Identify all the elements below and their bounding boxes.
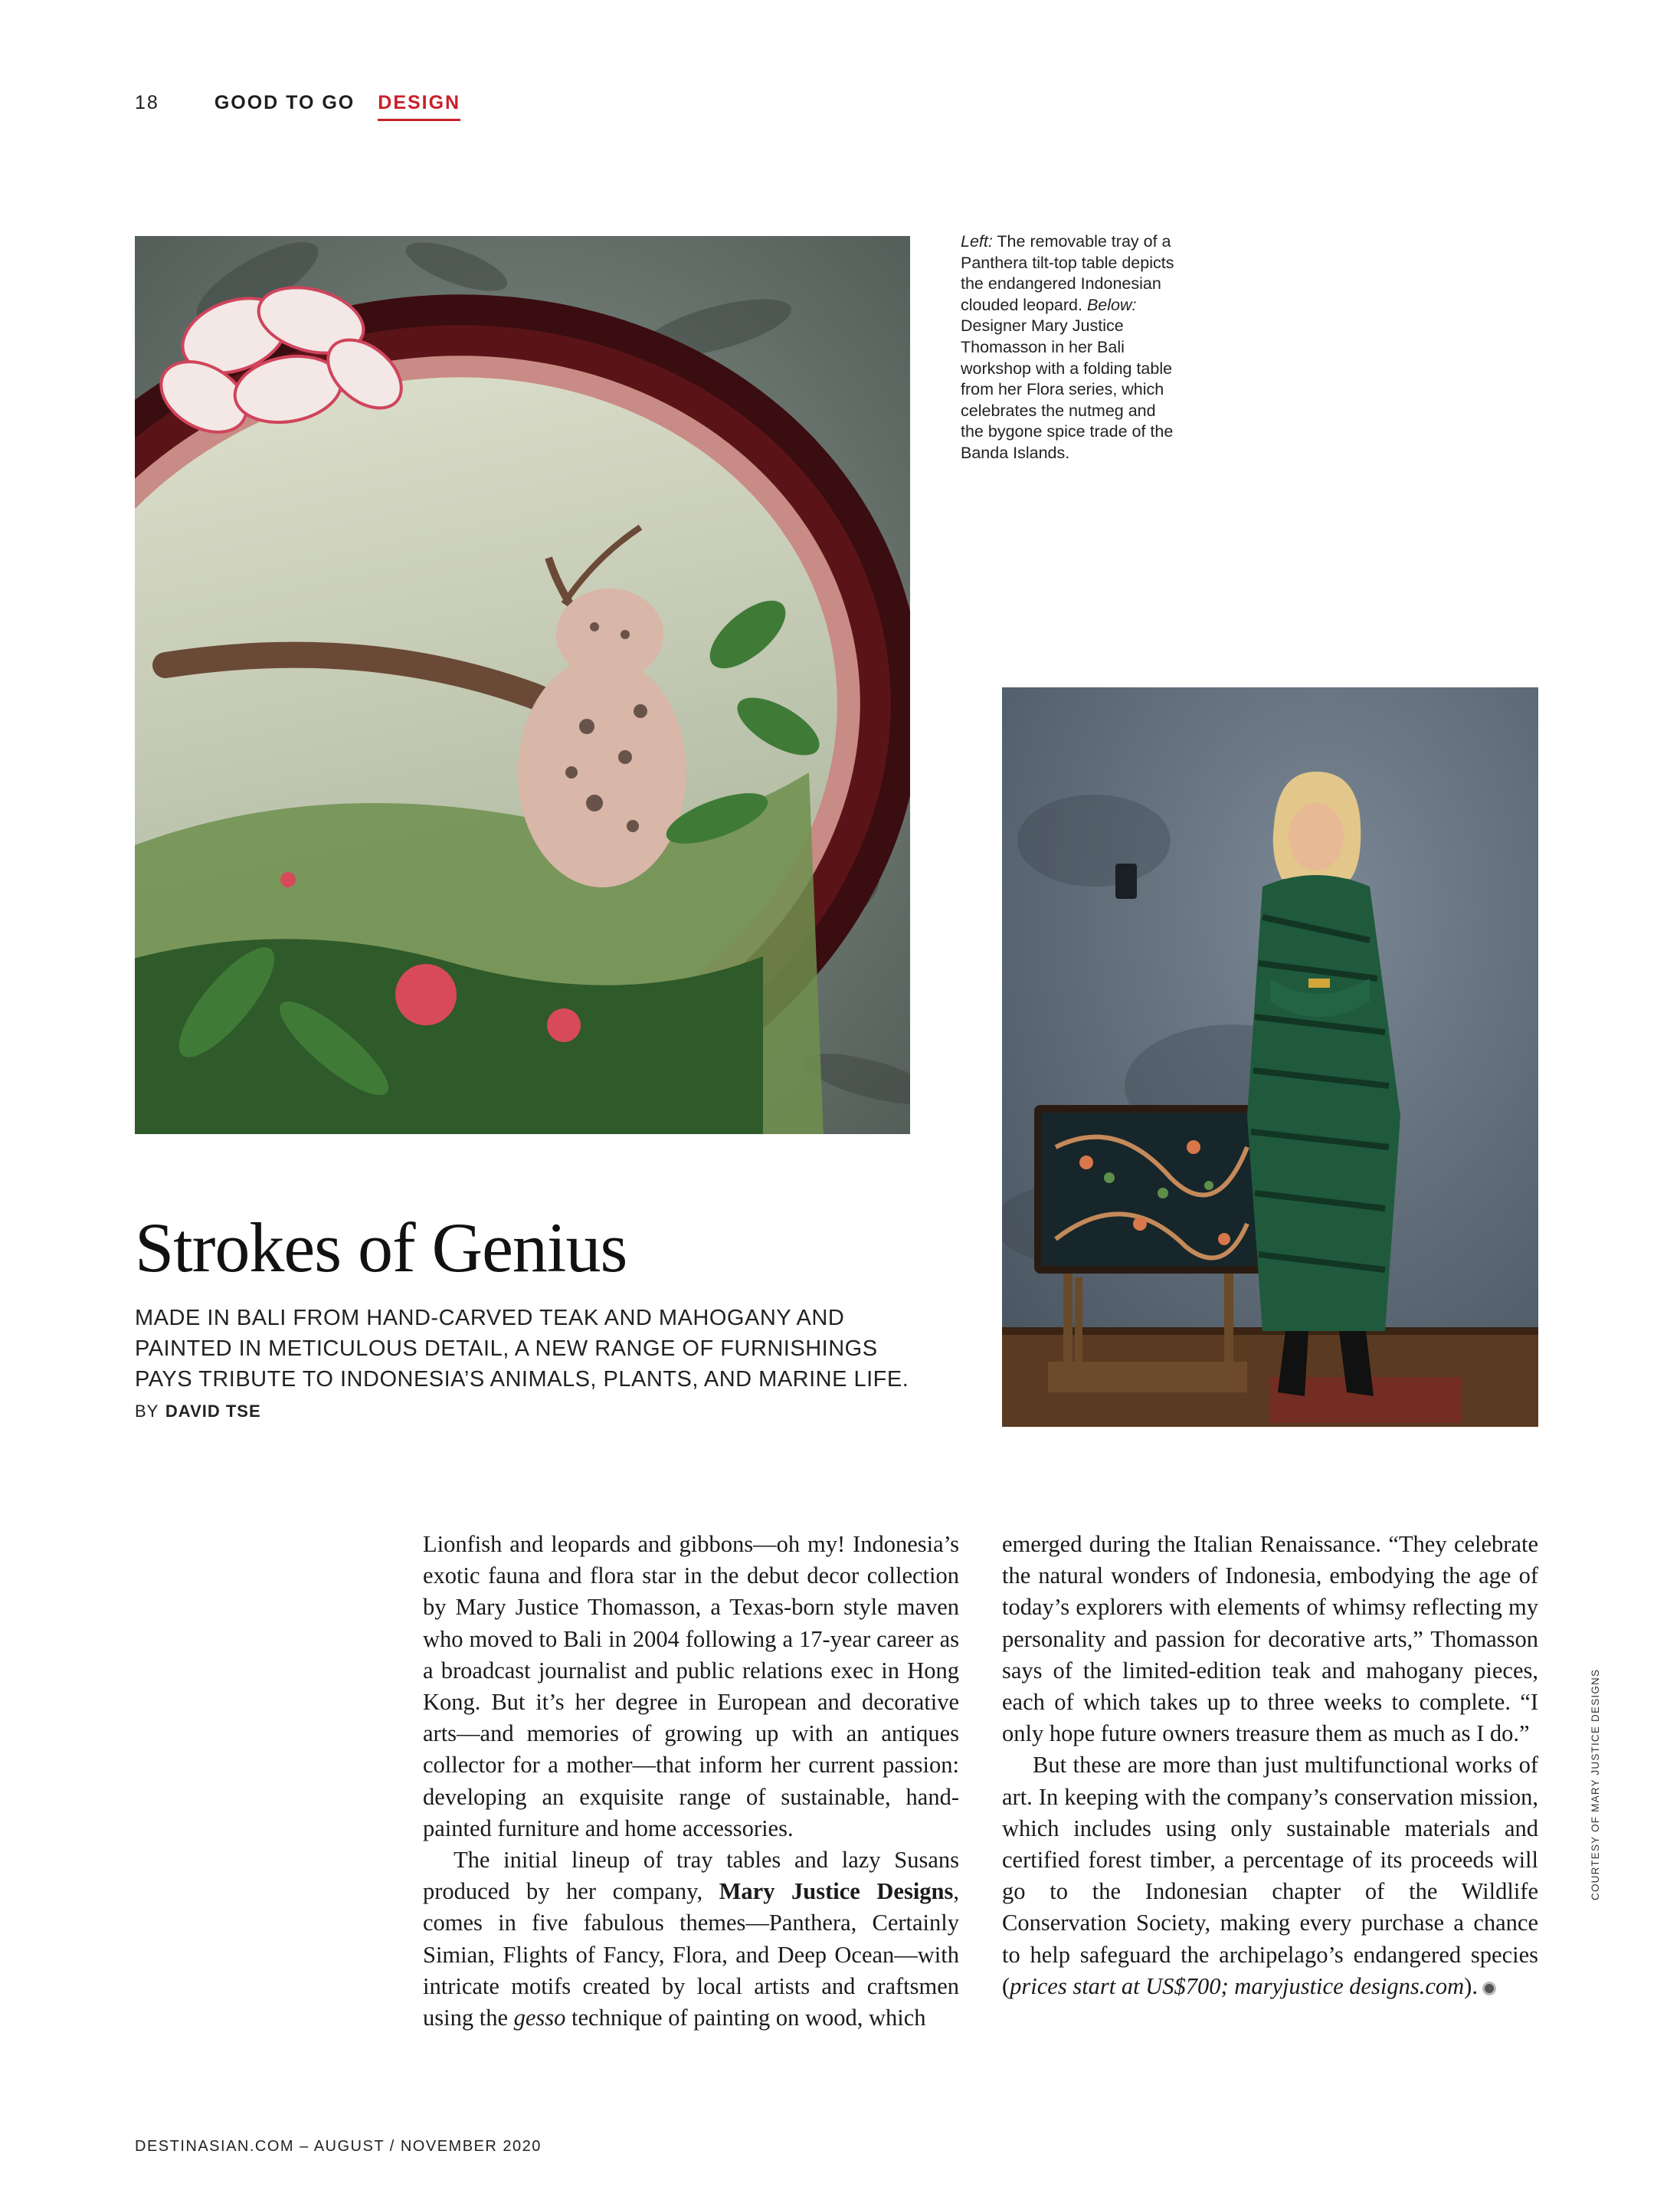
price-info: prices start at US$700; maryjustice designs.com [1010, 1972, 1465, 1999]
body-column-left [423, 1529, 959, 2034]
section-label: GOOD TO GO [214, 92, 355, 113]
byline-label: BY [135, 1402, 159, 1421]
p3-text-b: ). [1464, 1972, 1478, 1999]
body-column-right [1002, 1529, 1538, 2002]
photo-credit-text: COURTESY OF MARY JUSTICE DESIGNS [1590, 1668, 1601, 1900]
page-header [135, 92, 460, 123]
caption-left-text: The removable tray of a Panthera tilt-top table depicts the endangered Indonesian clouded leopard. [961, 232, 1174, 314]
tray-photo [135, 236, 910, 1134]
tray-illustration [135, 236, 910, 1134]
caption-left-label: Left: [961, 232, 993, 251]
photo-caption [961, 231, 1183, 464]
page-footer: DESTINASIAN.COM – AUGUST / NOVEMBER 2020 [135, 2138, 542, 2155]
p2-text-b: , comes in five fabulous themes—Panthera, Certainly Simian, Flights of Fancy, Flora, and Deep Ocean—with intricate motifs created by local artists and craftsmen using the [423, 1878, 959, 2031]
body-paragraph-2 [423, 1844, 959, 2034]
caption-below-label: Below: [1086, 295, 1137, 314]
body-paragraph-2-cont: emerged during the Italian Renaissance. “They celebrate the natural wonders of Indonesia, embodying the age of today’s explorers with elements of whimsy reflecting my personality and passion for decorative arts,” Thomasson says of the limited-edition teak and mahogany pieces, each of which takes up to three weeks to complete. “I only hope future owners treasure them as much as I do.” [1002, 1531, 1538, 1747]
body-paragraph-1: Lionfish and leopards and gibbons—oh my! Indonesia’s exotic fauna and flora star in the debut decor collection by Mary Justice Thomasson, a Texas-born style maven who moved to Bali in 2004 following a 17-year career as a broadcast journalist and public relations exec in Hong Kong. But it’s her degree in European and decorative arts—and memories of growing up with an antiques collector for a mother—that inform her current passion: developing an exquisite range of sustainable, hand-painted furniture and home accessories. [423, 1531, 959, 1841]
article-title: Strokes of Genius [135, 1208, 627, 1287]
byline-name: DAVID TSE [165, 1402, 261, 1421]
body-paragraph-3 [1002, 1749, 1538, 2002]
photo-credit [1590, 1579, 1605, 1900]
dek-text: MADE IN BALI FROM HAND-CARVED TEAK AND MAHOGANY AND PAINTED IN METICULOUS DETAIL, A NEW RANGE OF FURNISHINGS PAYS TRIBUTE TO INDONESIA’S ANIMALS, PLANTS, AND MARINE LIFE. [135, 1306, 909, 1392]
page-number: 18 [135, 92, 159, 113]
p2-text-a: The initial lineup of tray tables and lazy Susans produced by her company, [423, 1847, 959, 1905]
p2-text-c-start: technique of painting on wood, which [565, 2005, 926, 2031]
p3-text-a: But these are more than just multifunctional works of art. In keeping with the company’s conservation mission, which includes using only sustainable materials and certified forest timber, a percentage of its proceeds will go to the Indonesian chapter of the Wildlife Conservation Society, making every purchase a chance to help safeguard the archipelago’s endangered species ( [1002, 1752, 1538, 1999]
article-dek [135, 1303, 924, 1427]
term-gesso: gesso [513, 2005, 566, 2031]
end-mark-icon [1482, 1982, 1496, 1995]
category-label: DESIGN [378, 92, 460, 121]
designer-photo [1002, 687, 1538, 1427]
brand-name: Mary Justice Designs [719, 1878, 954, 1905]
caption-below-text: Designer Mary Justice Thomasson in her Bali workshop with a folding table from her Flora series, which celebrates the nutmeg and the bygone spice trade of the Banda Islands. [961, 316, 1174, 462]
designer-illustration [1002, 687, 1538, 1427]
